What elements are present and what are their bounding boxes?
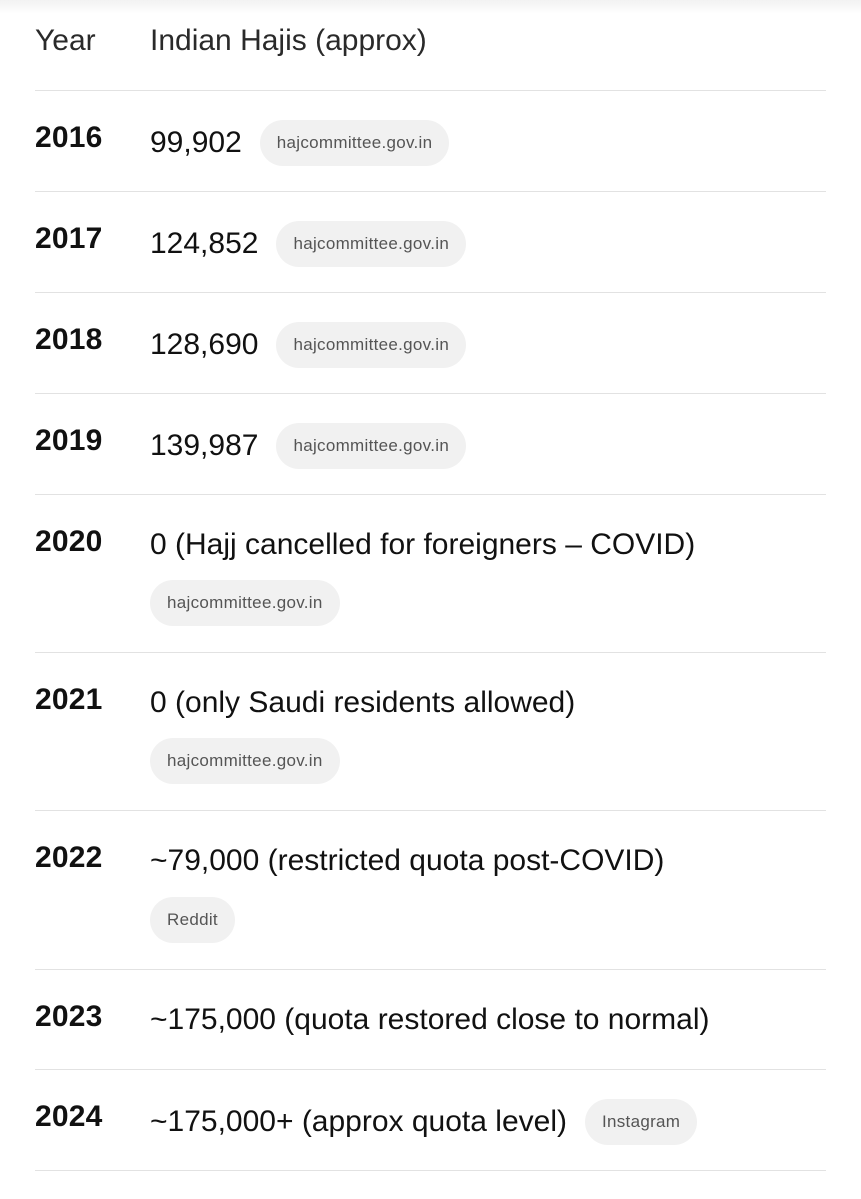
table-row-2016	[35, 91, 826, 192]
table-row-2021	[35, 653, 826, 811]
table-header	[35, 0, 826, 91]
table-row-2017	[35, 192, 826, 293]
row-value-line	[150, 686, 575, 720]
row-year: 2023	[35, 1000, 103, 1033]
row-year: 2022	[35, 841, 103, 874]
row-value-line	[150, 120, 449, 166]
row-value-line	[150, 221, 466, 267]
row-value-line	[150, 1003, 710, 1037]
row-value: 0 (Hajj cancelled for foreigners – COVID)	[150, 528, 696, 561]
row-value: 139,987	[150, 429, 259, 462]
header-count: Indian Hajis (approx)	[150, 24, 427, 57]
row-value: 124,852	[150, 227, 259, 260]
row-value: ~175,000 (quota restored close to normal)	[150, 1003, 710, 1036]
row-value: 128,690	[150, 328, 259, 361]
table-row-2018	[35, 293, 826, 394]
hajis-table	[35, 0, 826, 1171]
row-year: 2024	[35, 1100, 103, 1133]
row-year: 2017	[35, 222, 103, 255]
row-year: 2016	[35, 121, 103, 154]
source-chip[interactable]: hajcommittee.gov.in	[150, 580, 340, 626]
row-value: ~79,000 (restricted quota post-COVID)	[150, 844, 665, 877]
row-value-line	[150, 322, 466, 368]
row-year: 2021	[35, 683, 103, 716]
table-row-2024	[35, 1070, 826, 1171]
source-chip[interactable]: hajcommittee.gov.in	[276, 423, 466, 469]
table-row-2019	[35, 394, 826, 495]
source-chip[interactable]: hajcommittee.gov.in	[276, 322, 466, 368]
header-year: Year	[35, 24, 96, 57]
table-row-2020	[35, 495, 826, 653]
source-chip[interactable]: hajcommittee.gov.in	[150, 738, 340, 784]
row-year: 2020	[35, 525, 103, 558]
row-value: 99,902	[150, 126, 242, 159]
table-row-2023	[35, 970, 826, 1070]
source-chip[interactable]: hajcommittee.gov.in	[260, 120, 450, 166]
row-year: 2019	[35, 424, 103, 457]
row-value-line	[150, 528, 695, 562]
row-value: 0 (only Saudi residents allowed)	[150, 686, 576, 719]
row-value: ~175,000+ (approx quota level)	[150, 1105, 567, 1138]
source-chip[interactable]: hajcommittee.gov.in	[276, 221, 466, 267]
table-row-2022	[35, 811, 826, 970]
source-chip[interactable]: Reddit	[150, 897, 235, 943]
row-value-line	[150, 1099, 697, 1145]
row-value-line	[150, 423, 466, 469]
row-year: 2018	[35, 323, 103, 356]
row-value-line	[150, 844, 664, 878]
source-chip[interactable]: Instagram	[585, 1099, 697, 1145]
